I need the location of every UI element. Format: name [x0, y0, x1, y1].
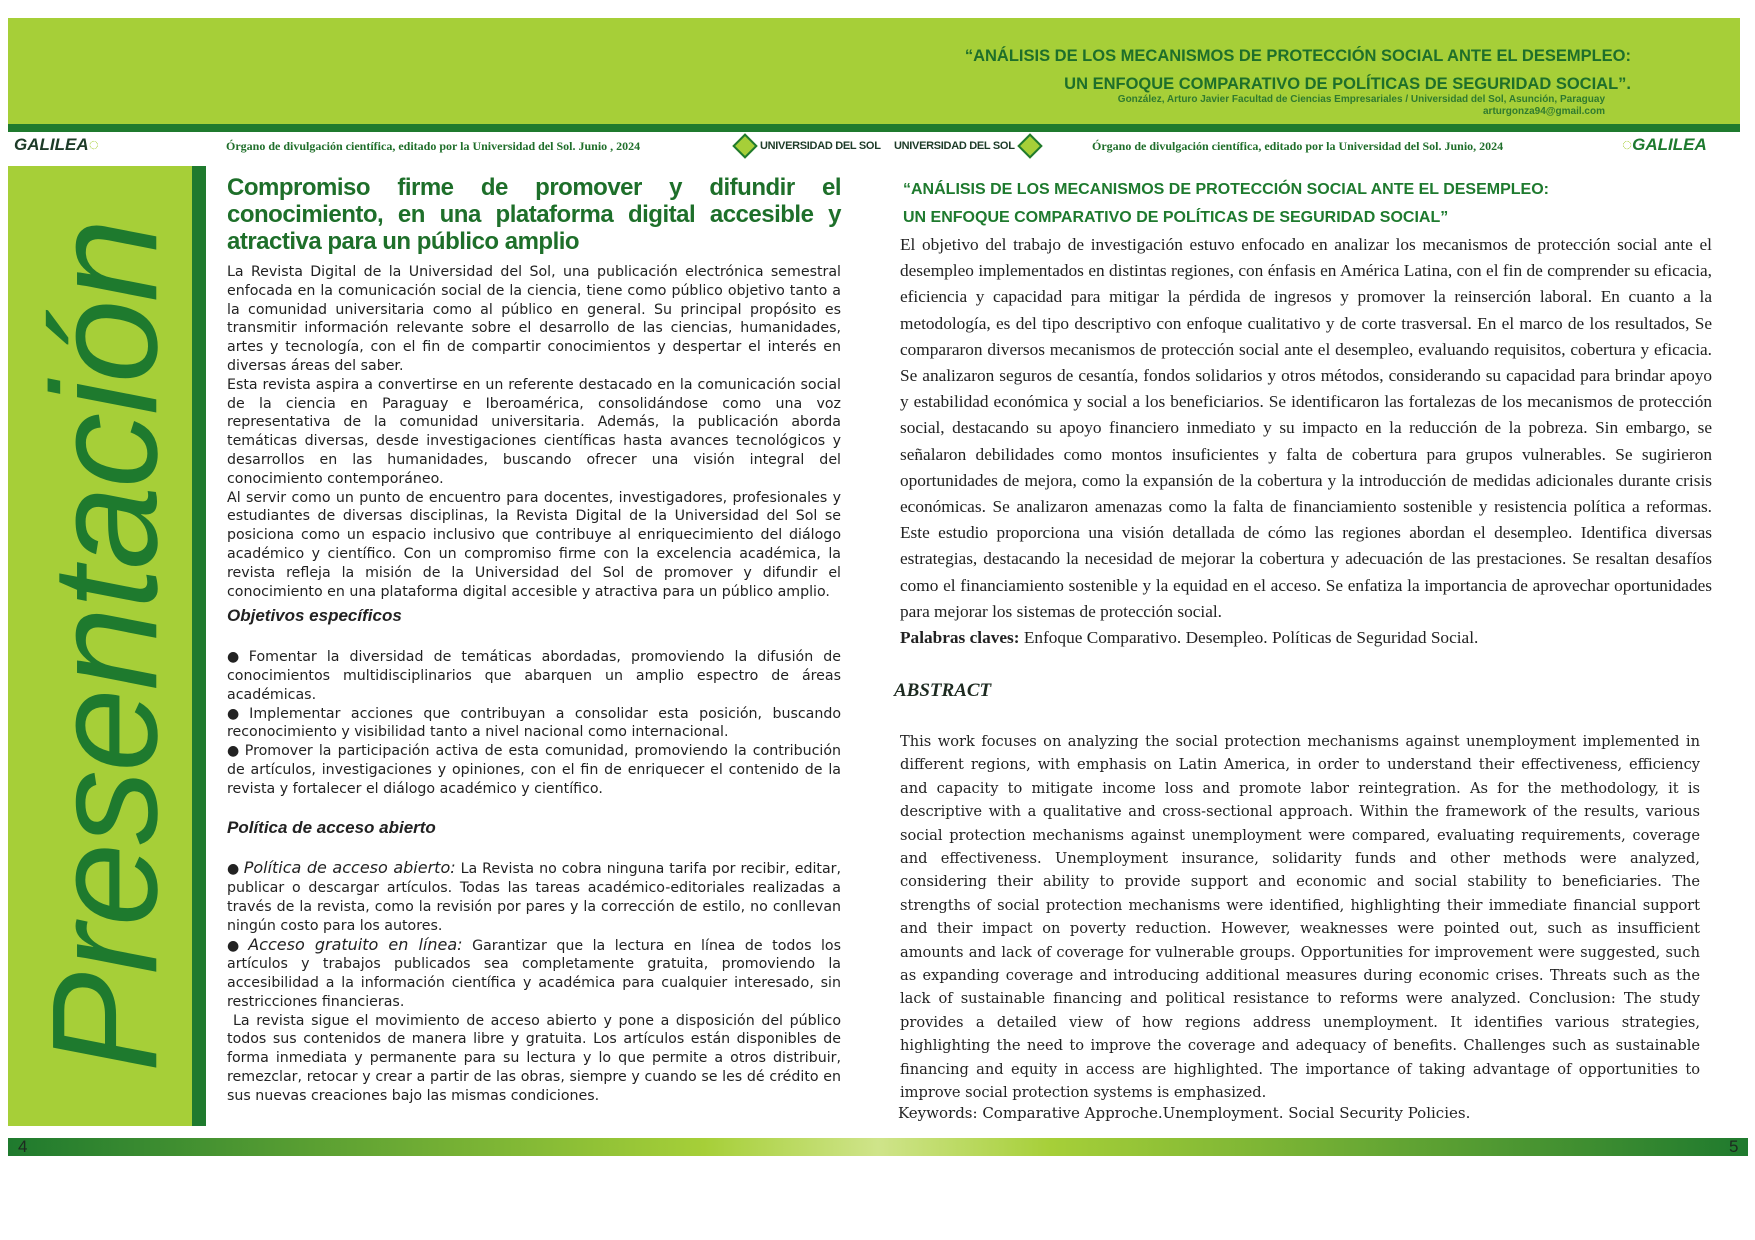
resumen-column [900, 232, 1712, 651]
presentation-paragraph-1: La Revista Digital de la Universidad del Sol, una publicación electrónica semestral enfocada en la comunicación social de la ciencia, tiene como público objetivo tanto a la comunidad universitaria como al público en general. Su principal propósito es transmitir información relevante sobre el desarrollo de las ciencias, humanidades, artes y tecnología, con el fin de compartir conocimientos y despertar el interés en diversas áreas del saber. [227, 264, 841, 374]
article-title-line1: “ANÁLISIS DE LOS MECANISMOS DE PROTECCIÓN SOCIAL ANTE EL DESEMPLEO: [903, 181, 1549, 198]
left-journal-line: Órgano de divulgación científica, editado por la Universidad del Sol. Junio , 2024 [226, 139, 641, 153]
galilea-logo-text: GALILEA [1632, 135, 1707, 154]
palabras-claves-text: Enfoque Comparativo. Desempleo. Políticas de Seguridad Social. [1019, 628, 1479, 648]
university-diamond-icon [1017, 133, 1042, 158]
galilea-logo-icon: ◌ [1622, 135, 1633, 154]
right-journal-line: Órgano de divulgación científica, editado por la Universidad del Sol. Junio, 2024 [1092, 139, 1504, 153]
presentation-paragraph-2: Esta revista aspira a convertirse en un referente destacado en la comunicación social de la ciencia en Paraguay e Iberoamérica, consolidándose como una voz representativa de la comunidad universitaria. Además, la publicación aborda temáticas diversas, desde investigaciones científicas hasta avances tecnológicos y desarrollos en las humanidades, buscando ofrecer una visión integral del conocimiento contemporáneo. [227, 376, 841, 487]
objetivo-item-2: ● Implementar acciones que contribuyan a consolidar esta posición, buscando reconocimiento y visibilidad tanto a nivel nacional como internacional. [227, 705, 841, 743]
right-university-logo [894, 137, 1045, 155]
header-email: arturgonza94@gmail.com [1482, 106, 1605, 117]
galilea-logo-text: GALILEA [14, 135, 89, 154]
politica-item-2-text: Garantizar que la lectura en línea de todos los artículos y trabajos publicados sea completamente gratuita, promoviendo la accesibilidad a la información científica y académica para cualquier interesado, sin restricciones financieras. [227, 937, 842, 1010]
top-banner-left [8, 18, 876, 124]
header-author: González, Arturo Javier Facultad de Ciencias Empresariales / Universidad del Sol, Asunción, Paraguay [1117, 94, 1605, 105]
objetivos-title: Objetivos específicos [227, 606, 402, 626]
right-university-text: UNIVERSIDAD DEL SOL [894, 139, 1015, 152]
keywords-line: Keywords: Comparative Approche.Unemployment. Social Security Policies. [898, 1104, 1471, 1122]
page-number-left: 4 [18, 1137, 28, 1156]
article-title-line2: UN ENFOQUE COMPARATIVO DE POLÍTICAS DE SEGURIDAD SOCIAL” [903, 209, 1449, 226]
politica-item-1 [227, 859, 841, 935]
palabras-claves [900, 625, 1712, 651]
objetivo-item-3: ● Promover la participación activa de esta comunidad, promoviendo la contribución de artículos, investigaciones y opiniones, con el fin de enriquecer el contenido de la revista y fortalecer el diálogo académico y científico. [227, 742, 841, 798]
header-title-line2: UN ENFOQUE COMPARATIVO DE POLÍTICAS DE SEGURIDAD SOCIAL”. [1064, 75, 1631, 93]
article-title [903, 176, 1549, 232]
politica-title: Política de acceso abierto [227, 817, 436, 837]
politica-item-2-lead: Acceso gratuito en línea: [248, 934, 463, 954]
galilea-logo-right [1622, 135, 1707, 155]
left-university-logo [730, 137, 881, 155]
galilea-logo-icon: ◌ [88, 135, 99, 154]
politica-item-1-lead: Política de acceso abierto: [243, 858, 456, 878]
abstract-paragraph: This work focuses on analyzing the social protection mechanisms against unemployment implemented in different regions, with emphasis on Latin America, in order to understand their effectiveness, efficiency and capacity to mitigate income loss and promote labor reintegration. As for the methodology, it is descriptive with a qualitative and cross-sectional approach. Within the framework of the results, various social protection mechanisms against unemployment were compared, evaluating requirements, coverage and effectiveness. Unemployment insurance, solidarity funds and other methods were analyzed, considering their ability to provide support and economic and social stability to beneficiaries. The strengths of social protection mechanisms were identified, highlighting their immediate financial support and their impact on poverty reduction. However, weaknesses were pointed out, such as insufficient amounts and lack of coverage for vulnerable groups. Opportunities for improvement were suggested, such as expanding coverage and introducing additional measures during economic crises. Threats such as the lack of sustainable financing and political resistance to reforms were analyzed. Conclusion: The study provides a detailed view of how regions address unemployment. It identifies various strategies, highlighting the need to improve the coverage and adequacy of benefits. Challenges such as sustainable financing and equity in access are highlighted. The importance of taking advantage of opportunities to improve social protection systems is emphasized. [900, 733, 1700, 1102]
header-title-line1: “ANÁLISIS DE LOS MECANISMOS DE PROTECCIÓN SOCIAL ANTE EL DESEMPLEO: [964, 47, 1631, 65]
side-title-wrapper [20, 166, 190, 1126]
objetivo-item-1: ● Fomentar la diversidad de temáticas abordadas, promoviendo la difusión de conocimientos multidisciplinarios que abarquen un amplio espectro de áreas académicas. [227, 648, 841, 704]
university-diamond-icon [732, 133, 757, 158]
resumen-paragraph: El objetivo del trabajo de investigación estuvo enfocado en analizar los mecanismos de protección social ante el desempleo implementados en distintas regiones, con énfasis en América Latina, con el fin de comprender su eficacia, eficiencia y capacidad para mitigar la pérdida de ingresos y promover la reinserción laboral. En cuanto a la metodología, es del tipo descriptivo con enfoque cualitativo y de corte trasversal. En el marco de los resultados, Se compararon diversos mecanismos de protección social ante el desempleo, evaluando requisitos, cobertura y eficacia. Se analizaron seguros de cesantía, fondos solidarios y otros métodos, considerando su capacidad para brindar apoyo y estabilidad económica y social a los beneficiarios. Se identificaron las fortalezas de los mecanismos de protección social, destacando su apoyo financiero inmediato y su impacto en la reducción de la pobreza. Sin embargo, se señalaron debilidades como montos insuficientes y falta de cobertura para grupos vulnerables. Se sugirieron oportunidades de mejora, como la expansión de la cobertura y la introducción de medidas adicionales durante crisis económicas. Se analizaron amenazas como la falta de financiamiento sostenible y resistencia política a reformas. Este estudio proporciona una visión detallada de cómo las regiones abordan el desempleo. Identifica diversas estrategias, destacando la necesidad de mejorar la cobertura y adecuación de las prestaciones. Se resaltan desafíos como el financiamiento sostenible y la equidad en el acceso. Se enfatiza la importancia de aprovechar oportunidades para mejorar los sistemas de protección social. [900, 235, 1712, 621]
presentation-final-paragraph: La revista sigue el movimiento de acceso abierto y pone a disposición del público todos sus contenidos de manera libre y gratuita. Los artículos están disponibles de forma inmediata y permanente para su lectura y lo que permite a otros distribuir, remezclar, retocar y crear a partir de las obras, siempre y cuando se les dé crédito en sus nuevas creaciones bajo las mismas condiciones. [227, 1012, 841, 1104]
galilea-logo-left [14, 135, 99, 155]
page-number-right: 5 [1729, 1137, 1739, 1156]
side-title: Presentación [20, 220, 189, 1072]
abstract-title: ABSTRACT [894, 680, 992, 701]
politica-item-2 [227, 936, 841, 1012]
header-author-block [1118, 94, 1605, 118]
left-university-text: UNIVERSIDAD DEL SOL [760, 139, 881, 152]
presentation-column [227, 174, 841, 1106]
presentation-paragraph-3: Al servir como un punto de encuentro para docentes, investigadores, profesionales y estudiantes de diversas disciplinas, la Revista Digital de la Universidad del Sol se posiciona como un espacio inclusivo que contribuye al enriquecimiento del diálogo académico y científico. Con un compromiso firme con la excelencia académica, la revista refleja la misión de la Universidad del Sol de promover y difundir el conocimiento en una plataforma digital accesible y atractiva para un público amplio. [227, 489, 841, 600]
presentation-heading: Compromiso firme de promover y difundir el conocimiento, en una plataforma digital accesible y atractiva para un público amplio [227, 174, 841, 255]
banner-strip [8, 124, 1740, 132]
side-stripe [192, 166, 206, 1126]
footer-bar [8, 1138, 1748, 1156]
header-article-title [965, 42, 1631, 98]
palabras-claves-label: Palabras claves: [900, 628, 1020, 648]
politica-item-1-text: La Revista no cobra ninguna tarifa por recibir, editar, publicar o descargar artículos. Todas las tareas académico-editoriales realizadas a través de la revista, como la revisión por pares y la corrección de estilo, no conllevan ningún costo para los autores. [227, 861, 842, 934]
